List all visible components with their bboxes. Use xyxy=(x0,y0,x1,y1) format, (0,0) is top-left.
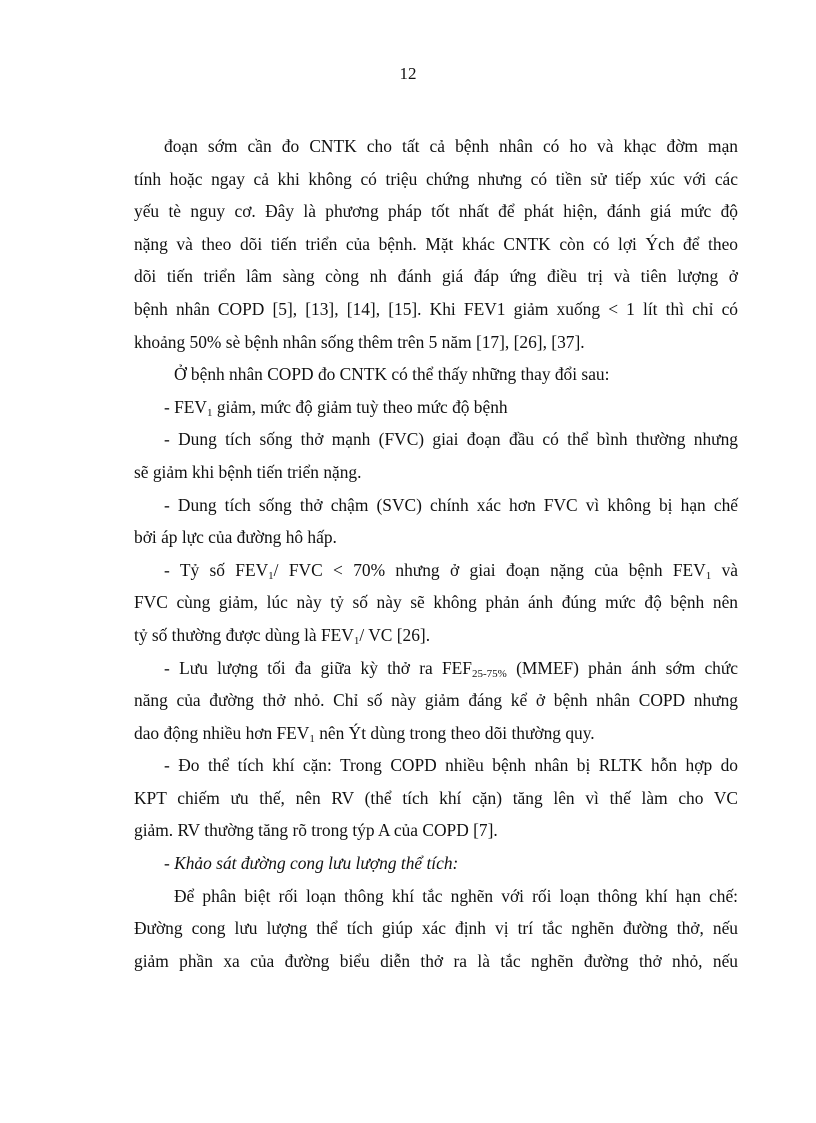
text-line: tính hoặc ngay cả khi không có triệu chứng nhưng có tiền sử tiếp xúc với các xyxy=(134,168,738,189)
text-line: dõi tiến triển lâm sàng còng nh đánh giá đáp ứng điều trị và tiên lượng ở xyxy=(134,266,738,287)
text-line: KPT chiếm ưu thế, nên RV (thể tích khí cặn) tăng lên vì thế làm cho VC xyxy=(134,787,738,808)
ratio-part-b: / FVC < 70% nhưng ở giai đoạn nặng của bệnh FEV xyxy=(273,559,706,580)
text-line: yếu tè nguy cơ. Đây là phương pháp tốt nhất để phát hiện, đánh giá mức độ xyxy=(134,201,738,222)
mmef-tail-a: dao động nhiều hơn FEV xyxy=(134,722,310,743)
ratio-tail-b: / VC [26]. xyxy=(359,624,431,645)
fev-line xyxy=(134,391,738,424)
ratio-subscript-a: 1 xyxy=(268,569,274,582)
mmef-tail-line xyxy=(134,717,738,750)
text-line: Đường cong lưu lượng thể tích giúp xác định vị trí tắc nghẽn đường thở, nếu xyxy=(134,918,738,939)
text-line: nặng và theo dõi tiến triển của bệnh. Mặt khác CNTK còn có lợi Ých để theo xyxy=(134,233,738,254)
ratio-tail-a: tỷ số thường được dùng là FEV xyxy=(134,624,354,645)
document-body xyxy=(134,130,738,977)
text-line: bởi áp lực của đường hô hấp. xyxy=(134,527,337,548)
fev-prefix: - FEV xyxy=(164,396,207,417)
mmef-tail-b: nên Ýt dùng trong theo dõi thường quy. xyxy=(314,722,595,743)
mmef-line xyxy=(134,652,738,685)
ratio-tail-line xyxy=(134,619,738,652)
text-line: - Dung tích sống thở mạnh (FVC) giai đoạn đầu có thể bình thường nhưng xyxy=(164,429,738,450)
text-line: - Đo thể tích khí cặn: Trong COPD nhiều bệnh nhân bị RLTK hỗn hợp do xyxy=(164,755,738,776)
text-line: Ở bệnh nhân COPD đo CNTK có thể thấy những thay đổi sau: xyxy=(174,364,610,385)
fev-subscript: 1 xyxy=(207,406,213,419)
text-line: đoạn sớm cần đo CNTK cho tất cả bệnh nhân có ho và khạc đờm mạn xyxy=(164,136,738,156)
page-number: 12 xyxy=(399,64,417,83)
ratio-tail-subscript: 1 xyxy=(353,634,360,647)
mmef-part-a: - Lưu lượng tối đa giữa kỳ thở ra FEF xyxy=(164,657,472,678)
text-line: giảm. RV thường tăng rõ trong týp A của COPD [7]. xyxy=(134,820,498,841)
text-line: năng của đường thở nhỏ. Chỉ số này giảm đáng kể ở bệnh nhân COPD nhưng xyxy=(134,690,738,711)
text-line: giảm phần xa của đường biểu diễn thở ra là tắc nghẽn đường thở nhỏ, nếu xyxy=(134,950,738,971)
text-line: sẽ giảm khi bệnh tiến triển nặng. xyxy=(134,461,362,482)
text-line: - Dung tích sống thở chậm (SVC) chính xác hơn FVC vì không bị hạn chế xyxy=(164,494,738,515)
ratio-part-a: - Tỷ số FEV xyxy=(164,559,269,580)
text-line: bệnh nhân COPD [5], [13], [14], [15]. Khi FEV1 giảm xuống < 1 lít thì chỉ có xyxy=(134,298,738,319)
mmef-subscript: 25-75% xyxy=(471,667,507,680)
text-line: Để phân biệt rối loạn thông khí tắc nghẽn với rối loạn thông khí hạn chế: xyxy=(174,885,738,906)
text-line: khoảng 50% sè bệnh nhân sống thêm trên 5 năm [17], [26], [37]. xyxy=(134,331,585,352)
fev-suffix: giảm, mức độ giảm tuỳ theo mức độ bệnh xyxy=(212,396,508,417)
ratio-line xyxy=(134,554,738,587)
mmef-part-b: (MMEF) phản ánh sớm chức xyxy=(506,657,738,678)
text-line: FVC cùng giảm, lúc này tỷ số này sẽ không phản ánh đúng mức độ bệnh nên xyxy=(134,592,738,613)
ratio-part-c: và xyxy=(711,559,739,580)
ratio-subscript-b: 1 xyxy=(705,569,712,582)
mmef-tail-subscript: 1 xyxy=(309,732,315,745)
section-subheading: - Khảo sát đường cong lưu lượng thể tích: xyxy=(164,853,459,874)
